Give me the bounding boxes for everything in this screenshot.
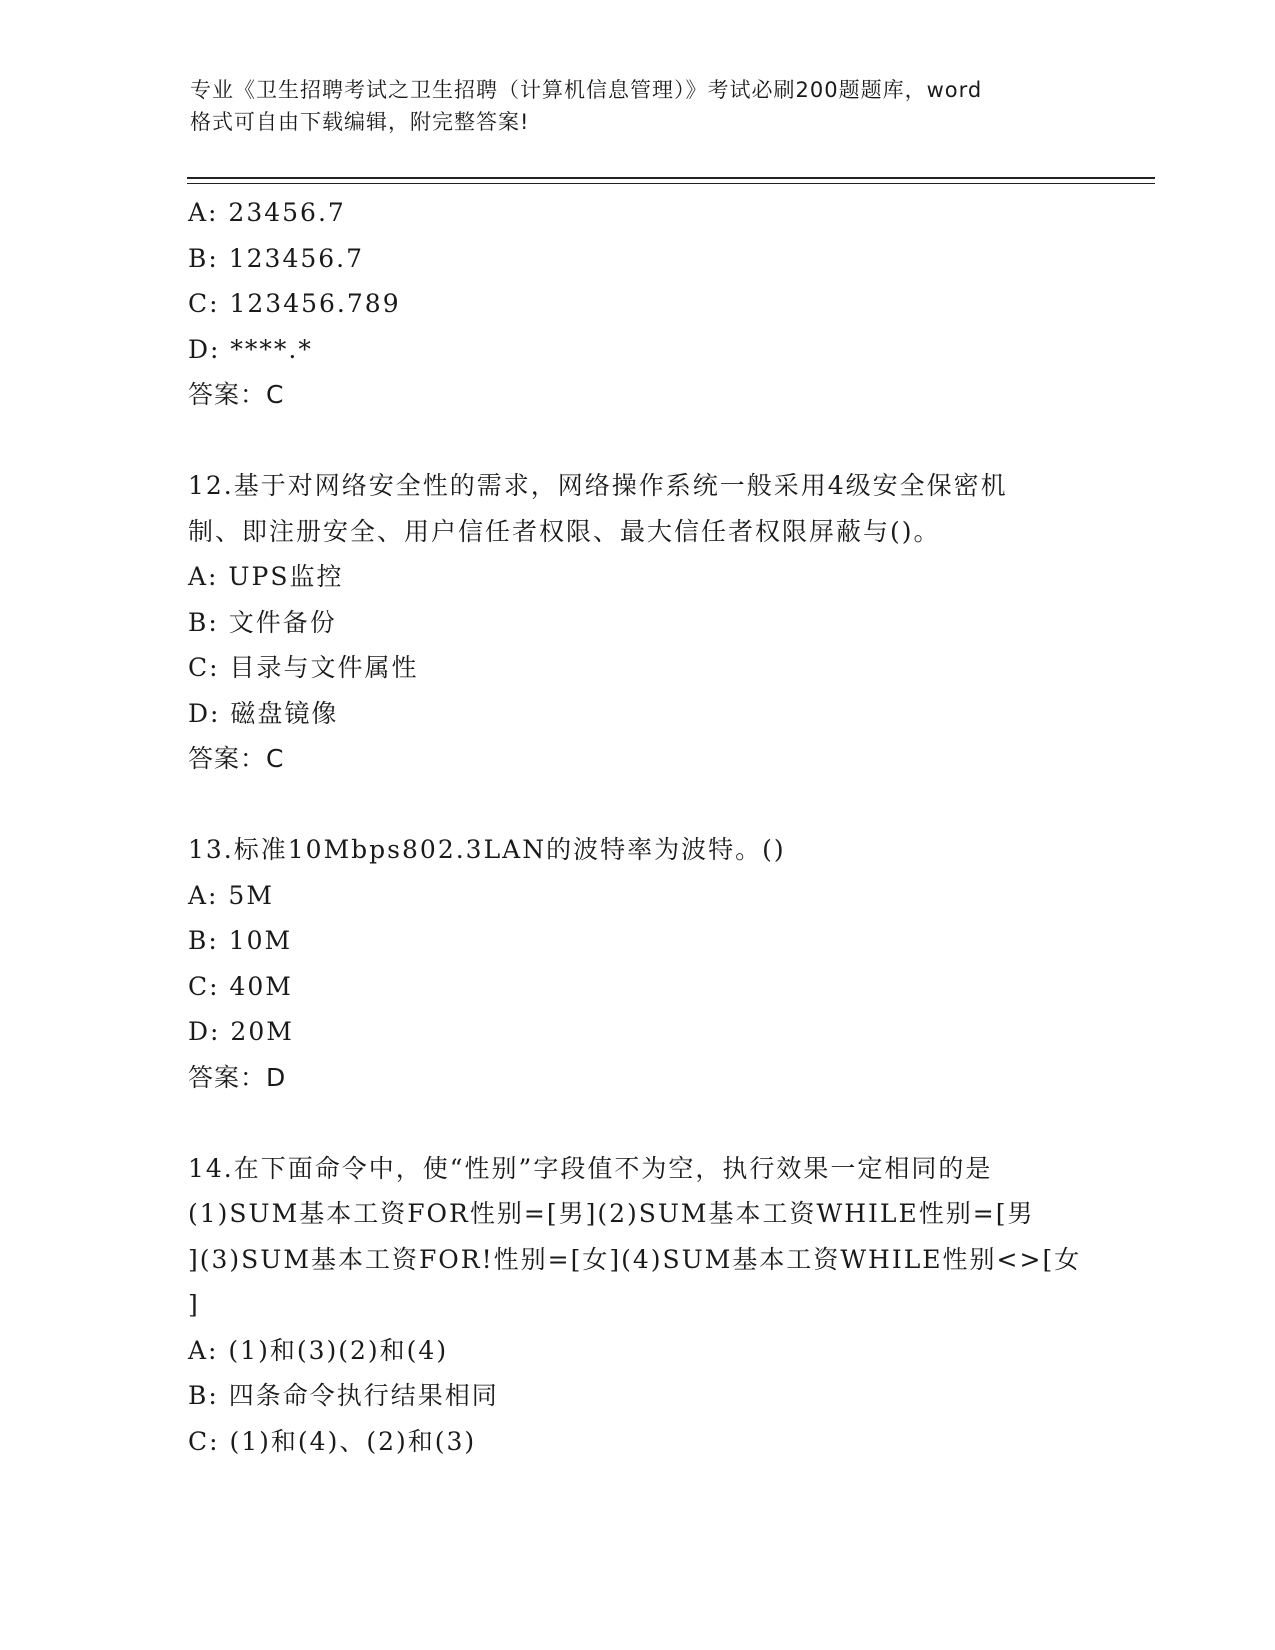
option-c: C: (1)和(4)、(2)和(3) — [188, 1426, 477, 1456]
question-13 — [188, 827, 1088, 1100]
question-text-line: 12.基于对网络安全性的需求，网络操作系统一般采用4级安全保密机 — [188, 471, 1008, 500]
question-text — [188, 463, 1088, 554]
header-line-1: 专业《卫生招聘考试之卫生招聘（计算机信息管理）》考试必刷200题题库，word — [190, 78, 983, 102]
option-a: A: (1)和(3)(2)和(4) — [188, 1335, 449, 1365]
question-text — [188, 827, 1088, 873]
question-list — [188, 190, 1088, 1464]
option-b: B: 123456.7 — [188, 243, 365, 273]
option-c: C: 123456.789 — [188, 289, 401, 318]
question-text-line: 13.标准10Mbps802.3LAN的波特率为波特。() — [188, 835, 786, 864]
answer-label: 答案：D — [188, 1062, 287, 1092]
option-c: C: 目录与文件属性 — [188, 653, 419, 682]
option-b: B: 四条命令执行结果相同 — [188, 1381, 499, 1410]
question-text-line: (1)SUM基本工资FOR性别=[男](2)SUM基本工资WHILE性别=[男 — [188, 1199, 1035, 1228]
option-d: D: 20M — [188, 1017, 294, 1046]
option-d: D: ****.* — [188, 334, 313, 364]
option-a: A: 5M — [188, 880, 274, 910]
answer-label: 答案：C — [188, 744, 285, 773]
question-text-line: ](3)SUM基本工资FOR!性别=[女](4)SUM基本工资WHILE性别<>[女 — [188, 1244, 1082, 1274]
question-11 — [188, 190, 1088, 418]
header-rule-thick — [187, 177, 1155, 179]
question-text-line: 14.在下面命令中，使“性别”字段值不为空，执行效果一定相同的是 — [188, 1153, 993, 1183]
option-a: A: 23456.7 — [188, 198, 346, 227]
option-b: B: 文件备份 — [188, 607, 337, 637]
document-header — [190, 74, 1090, 138]
option-d: D: 磁盘镜像 — [188, 698, 339, 728]
answer-label: 答案：C — [188, 380, 285, 409]
header-rule-thin — [187, 183, 1155, 184]
option-a: A: UPS监控 — [188, 562, 344, 591]
question-text — [188, 1146, 1088, 1328]
question-12 — [188, 463, 1088, 782]
question-text-line: ] — [188, 1290, 200, 1319]
option-b: B: 10M — [188, 926, 293, 955]
question-14 — [188, 1146, 1088, 1465]
option-c: C: 40M — [188, 971, 293, 1001]
question-text-line: 制、即注册安全、用户信任者权限、最大信任者权限屏蔽与()。 — [188, 516, 941, 546]
header-line-2: 格式可自由下载编辑，附完整答案! — [190, 110, 530, 134]
